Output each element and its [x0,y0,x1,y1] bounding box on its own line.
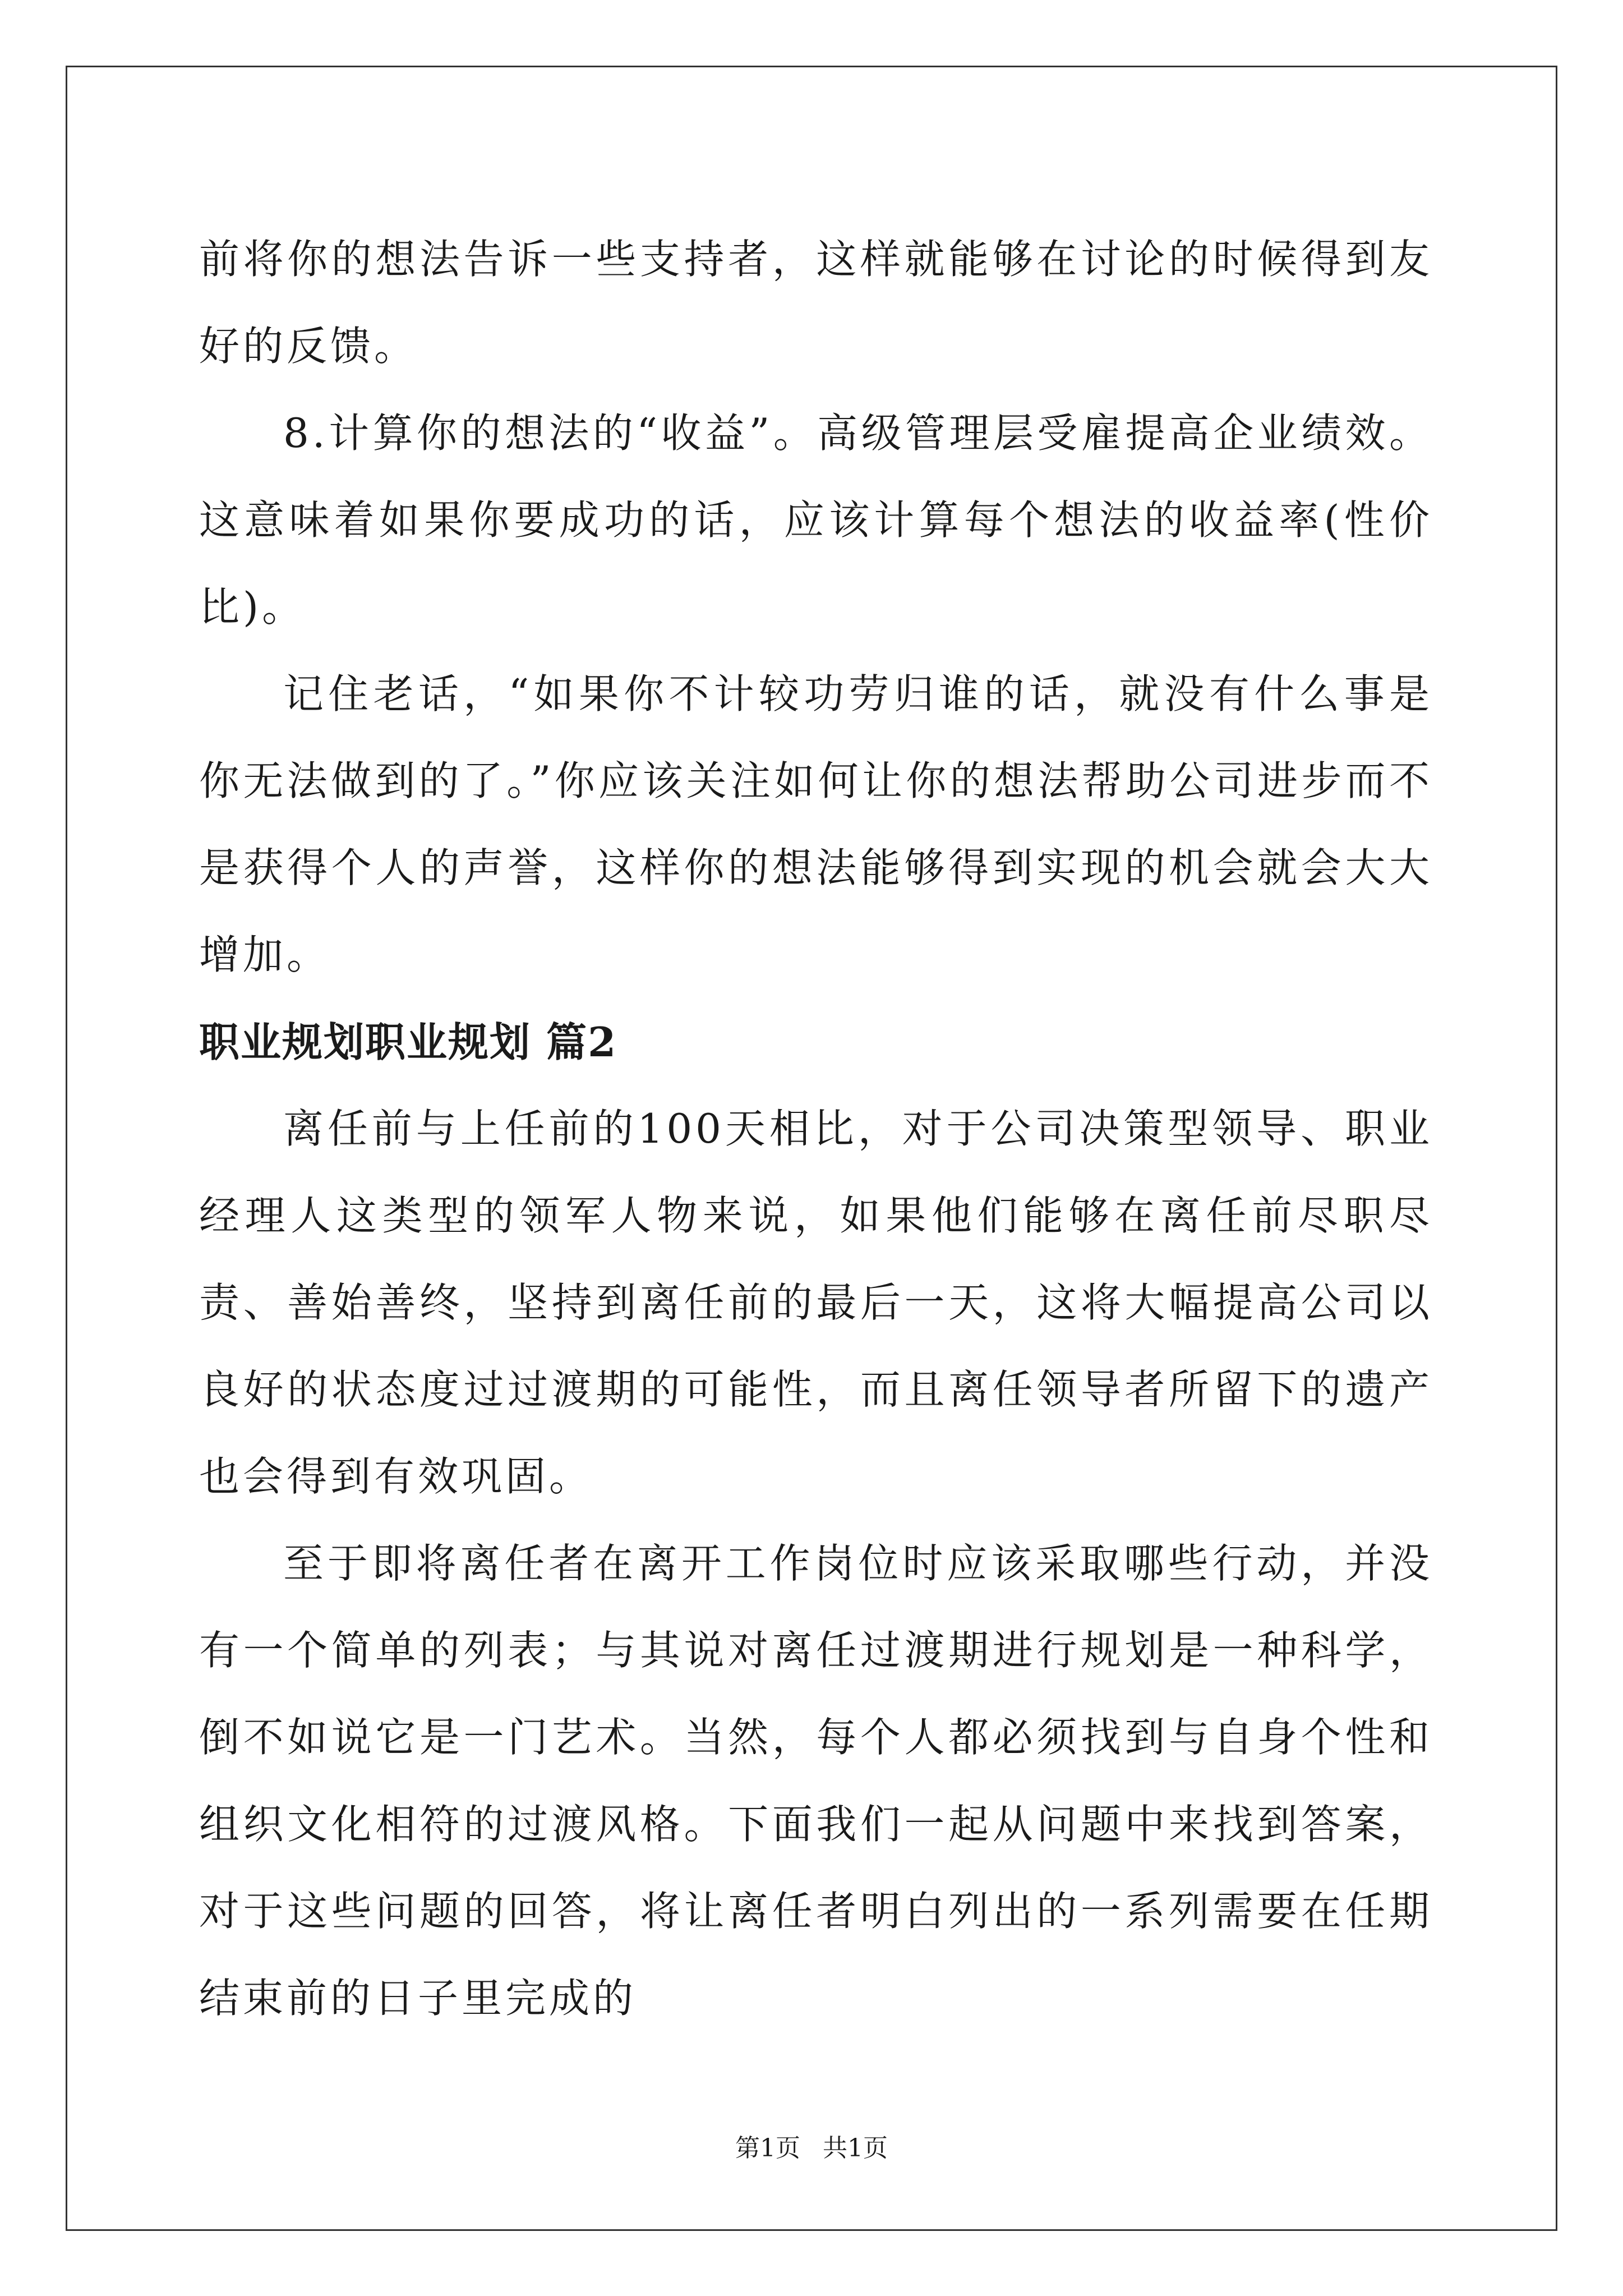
paragraph-quote: 记住老话，“如果你不计较功劳归谁的话，就没有什么事是你无法做到的了。”你应该关注如何让你的想法帮助公司进步而不是获得个人的声誉，这样你的想法能够得到实现的机会就会大大增加。 [199,670,1433,978]
paragraph-continuation: 前将你的想法告诉一些支持者，这样就能够在讨论的时候得到友好的反馈。 [199,236,1433,370]
page-footer [0,2132,1623,2165]
paragraph-item-8: 8.计算你的想法的“收益”。高级管理层受雇提高企业绩效。这意味着如果你要成功的话，应该计算每个想法的收益率(性价比)。 [199,409,1433,631]
paragraph-section-1: 离任前与上任前的100天相比，对于公司决策型领导、职业经理人这类型的领军人物来说，如果他们能够在离任前尽职尽责、善始善终，坚持到离任前的最后一天，这将大幅提高公司以良好的状态度过过渡期的可能性，而且离任领导者所留下的遗产也会得到有效巩固。 [199,1105,1433,1500]
page-number: 第1页 [735,2134,800,2162]
paragraph-section-2: 至于即将离任者在离开工作岗位时应该采取哪些行动，并没有一个简单的列表；与其说对离任过渡期进行规划是一种科学，倒不如说它是一门艺术。当然，每个人都必须找到与自身个性和组织文化相符的过渡风格。下面我们一起从问题中来找到答案，对于这些问题的回答，将让离任者明白列出的一系列需要在任期结束前的日子里完成的 [199,1540,1433,2022]
page-total: 共1页 [823,2134,888,2162]
section-heading: 职业规划职业规划 篇2 [199,1018,617,1066]
document-body [199,216,1433,2042]
